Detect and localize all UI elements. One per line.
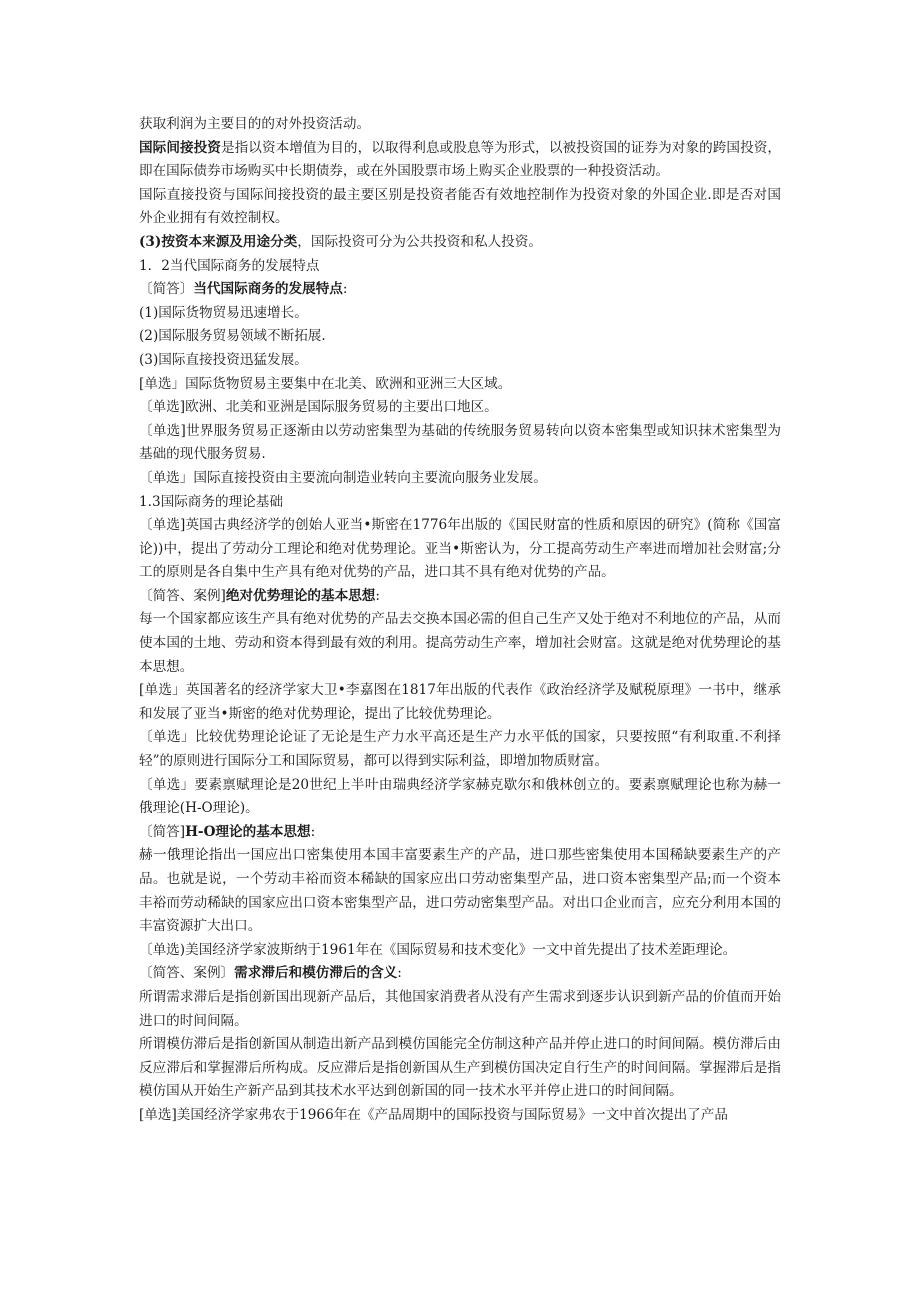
paragraph: [139, 184, 781, 231]
question-heading: [139, 278, 781, 302]
section-heading: [139, 255, 781, 279]
paragraph-text: :: [310, 823, 316, 840]
paragraph-text: 是指以资本增值为目的，以取得利息或股息等为形式，以被投资国的证券为对象的跨国投资，即在国际债券市场购买中长期债券，或在外国股票市场上购买企业股票的一种投资活动。: [139, 139, 781, 180]
question-heading: [139, 585, 781, 609]
paragraph-text: 〔单选]欧洲、北美和亚洲是国际服务贸易的主要出口地区。: [139, 399, 498, 416]
question-title: 当代国际商务的发展特点: [193, 281, 343, 298]
paragraph: [139, 137, 781, 184]
section-heading-text: 1．2当代国际商务的发展特点: [139, 257, 320, 274]
paragraph: [139, 396, 781, 420]
list-item-text: (3)国际直接投资迅猛发展。: [139, 351, 308, 368]
list-item-text: (2)国际服务贸易领域不断拓展.: [139, 328, 326, 345]
paragraph: [139, 679, 781, 726]
question-type-tag: 〔简答〕: [139, 281, 194, 298]
paragraph-text: 〔单选」比较优势理论论证了无论是生产力水平高还是生产力水平低的国家，只要按照“有利取重.不利择轻”的原则进行国际分工和国际贸易，都可以得到实际利益，即增加物质财富。: [139, 729, 781, 770]
paragraph: [139, 1104, 781, 1128]
paragraph-text: 〔单选」国际直接投资由主要流向制造业转向主要流向服务业发展。: [139, 469, 547, 486]
term-heading: (3)按资本来源及用途分类: [139, 233, 298, 250]
question-type-tag: 〔简答、案例]: [139, 587, 226, 604]
paragraph: [139, 986, 781, 1033]
question-title: H-O理论的基本思想: [185, 823, 311, 840]
paragraph-text: 〔单选)美国经济学家波斯纳于1961年在《国际贸易和技术变化》一文中首先提出了技术差距理论。: [139, 941, 737, 958]
paragraph-text: ，国际投资可分为公共投资和私人投资。: [297, 233, 542, 250]
paragraph-text: 所谓需求滞后是指创新国出现新产品后，其他国家消费者从没有产生需求到逐步认识到新产品的价值而开始进口的时间间隔。: [139, 988, 781, 1029]
question-title: 需求滞后和模仿滞后的含义: [234, 965, 398, 982]
question-type-tag: 〔简答、案例〕: [139, 965, 235, 982]
section-heading: [139, 491, 781, 515]
paragraph-text: [单选」国际货物贸易主要集中在北美、欧洲和亚洲三大区域。: [139, 375, 512, 392]
paragraph-text: 赫一俄理论指出一国应出口密集使用本国丰富要素生产的产品，进口那些密集使用本国稀缺要素生产的产品。也就是说，一个劳动丰裕而资本稀缺的国家应出口劳动密集型产品，进口资本密集型产品;而一个资本丰裕而劳动稀缺的国家应出口资本密集型产品，进口劳动密集型产品。对出口企业而言，应充分利用本国的丰富资源扩大出口。: [139, 847, 781, 935]
question-title: 绝对优势理论的基本思想: [225, 587, 376, 604]
paragraph-text: 国际直接投资与国际间接投资的最主要区别是投资者能否有效地控制作为投资对象的外国企业.即是否对国外企业拥有有效控制权。: [139, 186, 781, 227]
document-body: [139, 113, 781, 1128]
paragraph: [139, 939, 781, 963]
question-type-tag: 〔简答]: [139, 823, 186, 840]
list-item-text: (1)国际货物贸易迅速增长。: [139, 304, 308, 321]
paragraph-text: :: [397, 965, 402, 982]
paragraph-text: [单选]美国经济学家弗农于1966年在《产品周期中的国际投资与国际贸易》一文中首次提出了产品: [139, 1106, 728, 1123]
paragraph: [139, 726, 781, 773]
paragraph: [139, 608, 781, 679]
paragraph-text: 〔单选」要素禀赋理论是20世纪上半叶由瑞典经济学家赫克歇尔和俄林创立的。要素禀赋理论也称为赫一俄理论(H-O理论)。: [139, 776, 781, 817]
list-item: [139, 302, 781, 326]
question-heading: [139, 962, 781, 986]
paragraph-text: 获取利润为主要目的的对外投资活动。: [139, 116, 371, 132]
paragraph: [139, 373, 781, 397]
list-item: [139, 349, 781, 373]
paragraph-text: :: [375, 587, 380, 604]
term-heading: 国际间接投资: [139, 139, 221, 156]
paragraph-text: 所谓模仿滞后是指创新国从制造出新产品到模仿国能完全仿制这种产品并停止进口的时间间隔。模仿滞后由反应滞后和掌握滞后所构成。反应滞后是指创新国从生产到模仿国决定自行生产的时间间隔。掌握滞后是指模仿国从开始生产新产品到其技术水平达到创新国的同一技术水平并停止进口的时间间隔。: [139, 1036, 781, 1100]
paragraph: [139, 231, 781, 255]
question-heading: [139, 821, 781, 845]
paragraph-text: 〔单选]英国古典经济学的创始人亚当•斯密在1776年出版的《国民财富的性质和原因的研究》(简称《国富论))中，提出了劳动分工理论和绝对优势理论。亚当•斯密认为，分工提高劳动生产率进而增加社会财富;分工的原则是各自集中生产具有绝对优势的产品，进口其不具有绝对优势的产品。: [139, 517, 781, 581]
paragraph: [139, 774, 781, 821]
paragraph: [139, 1033, 781, 1104]
paragraph: [139, 844, 781, 938]
paragraph: [139, 514, 781, 585]
paragraph-text: :: [342, 281, 348, 298]
list-item: [139, 325, 781, 349]
paragraph-text: 〔单选]世界服务贸易正逐渐由以劳动密集型为基础的传统服务贸易转向以资本密集型或知识抹术密集型为基础的现代服务贸易.: [139, 422, 781, 463]
paragraph-text: [单选」英国著名的经济学家大卫•李嘉图在1817年出版的代表作《政治经济学及赋税原理》一书中，继承和发展了亚当•斯密的绝对优势理论，提出了比较优势理论。: [139, 682, 781, 722]
paragraph: [139, 420, 781, 467]
paragraph-text: 每一个国家都应该生产具有绝对优势的产品去交换本国必需的但自己生产又处于绝对不利地位的产品，从而使本国的土地、劳动和资本得到最有效的利用。提高劳动生产率，增加社会财富。这就是绝对优势理论的基本思想。: [139, 611, 781, 675]
paragraph: [139, 113, 781, 137]
section-heading-text: 1.3国际商务的理论基础: [139, 493, 283, 510]
paragraph: [139, 467, 781, 491]
